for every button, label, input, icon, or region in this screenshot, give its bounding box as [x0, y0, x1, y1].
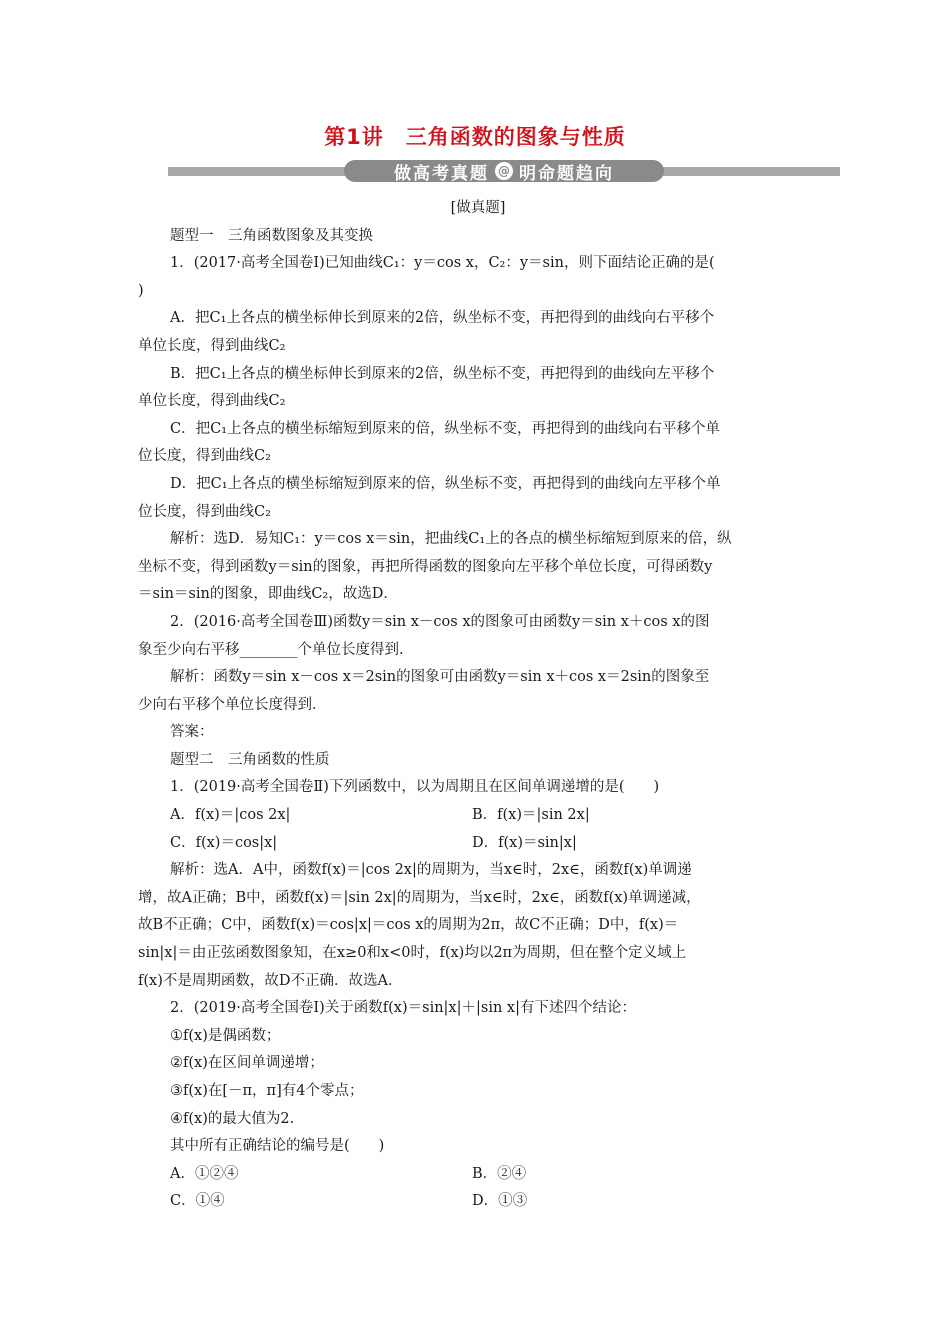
option-row [138, 1188, 818, 1216]
text-line: 解析：选D．易知C₁：y＝cos x＝sin，把曲线C₁上的各点的横坐标缩短到原来的倍，纵 [170, 531, 732, 548]
option-b: B．②④ [472, 1165, 527, 1182]
text-line: ①f(x)是偶函数； [170, 1027, 281, 1044]
option-c: C．①④ [170, 1193, 225, 1210]
text-line: 1．(2019·高考全国卷Ⅱ)下列函数中，以为周期且在区间单调递增的是( ) [170, 779, 660, 796]
text-line: 1．(2017·高考全国卷Ⅰ)已知曲线C₁：y＝cos x，C₂：y＝sin，则下面结论正确的是( [170, 255, 715, 272]
text-line: 2．(2019·高考全国卷Ⅰ)关于函数f(x)＝sin|x|＋|sin x|有下述四个结论： [170, 1000, 636, 1017]
text-line: ②f(x)在区间单调递增； [170, 1055, 324, 1072]
section-banner [168, 160, 840, 182]
option-row [138, 830, 818, 858]
document-body [138, 195, 818, 1216]
banner-right-text: 明命题趋向 [519, 163, 614, 184]
section-label: [做真题] [450, 200, 506, 216]
text-line: 象至少向右平移________个单位长度得到． [138, 641, 414, 658]
text-line: 解析：选A．A中，函数f(x)＝|cos 2x|的周期为，当x∈时，2x∈，函数f(x)单调递 [170, 862, 692, 879]
text-line: 解析：函数y＝sin x－cos x＝2sin的图象可由函数y＝sin x＋cos x＝2sin的图象至 [170, 669, 710, 686]
text-line: 增，故A正确；B中，函数f(x)＝|sin 2x|的周期为，当x∈时，2x∈，函数f(x)单调递减， [138, 889, 701, 906]
text-line: ＝sin＝sin的图象，即曲线C₂，故选D． [138, 586, 398, 603]
text-line: 单位长度，得到曲线C₂ [138, 393, 286, 410]
at-icon: @ [495, 162, 513, 180]
text-line: ) [138, 282, 144, 299]
text-line: C．把C₁上各点的横坐标缩短到原来的倍，纵坐标不变，再把得到的曲线向右平移个单 [170, 420, 720, 437]
option-a: A．f(x)＝|cos 2x| [170, 807, 291, 824]
option-row [138, 802, 818, 830]
text-line: 少向右平移个单位长度得到． [138, 696, 327, 713]
text-line: 坐标不变，得到函数y＝sin的图象，再把所得函数的图象向左平移个单位长度，可得函数y [138, 558, 713, 575]
option-b: B．f(x)＝|sin 2x| [472, 807, 590, 824]
text-line: 单位长度，得到曲线C₂ [138, 337, 286, 354]
text-line: sin|x|＝由正弦函数图象知，在x≥0和x<0时，f(x)均以2π为周期，但在整个定义域上 [138, 945, 687, 962]
text-line: 故B不正确；C中，函数f(x)＝cos|x|＝cos x的周期为2π，故C不正确；D中，f(x)＝ [138, 917, 679, 934]
text-line: 位长度，得到曲线C₂ [138, 448, 271, 465]
text-line: B．把C₁上各点的横坐标伸长到原来的2倍，纵坐标不变，再把得到的曲线向左平移个 [170, 365, 715, 382]
option-d: D．f(x)＝sin|x| [472, 834, 577, 851]
text-line: ③f(x)在[－π，π]有4个零点； [170, 1083, 364, 1099]
topic-heading: 题型二 三角函数的性质 [170, 751, 330, 768]
text-line: 其中所有正确结论的编号是( ) [170, 1138, 385, 1155]
text-line: ④f(x)的最大值为2. [170, 1110, 295, 1127]
text-line: f(x)不是周期函数，故D不正确．故选A． [138, 972, 403, 989]
topic-heading: 题型一 三角函数图象及其变换 [170, 227, 373, 244]
text-line: 2．(2016·高考全国卷Ⅲ)函数y＝sin x－cos x的图象可由函数y＝sin x＋cos x的图 [170, 613, 710, 630]
text-line: A．把C₁上各点的横坐标伸长到原来的2倍，纵坐标不变，再把得到的曲线向右平移个 [170, 310, 715, 327]
page-title: 第1讲 三角函数的图象与性质 [324, 125, 626, 149]
text-line: 答案： [170, 724, 214, 741]
banner-left-text: 做高考真题 [394, 163, 489, 184]
text-line: D．把C₁上各点的横坐标缩短到原来的倍，纵坐标不变，再把得到的曲线向左平移个单 [170, 475, 721, 492]
option-a: A．①②④ [170, 1165, 239, 1182]
text-line: 位长度，得到曲线C₂ [138, 503, 271, 520]
option-c: C．f(x)＝cos|x| [170, 834, 278, 851]
option-d: D．①③ [472, 1193, 528, 1210]
banner-pill [344, 160, 664, 182]
option-row [138, 1161, 818, 1189]
